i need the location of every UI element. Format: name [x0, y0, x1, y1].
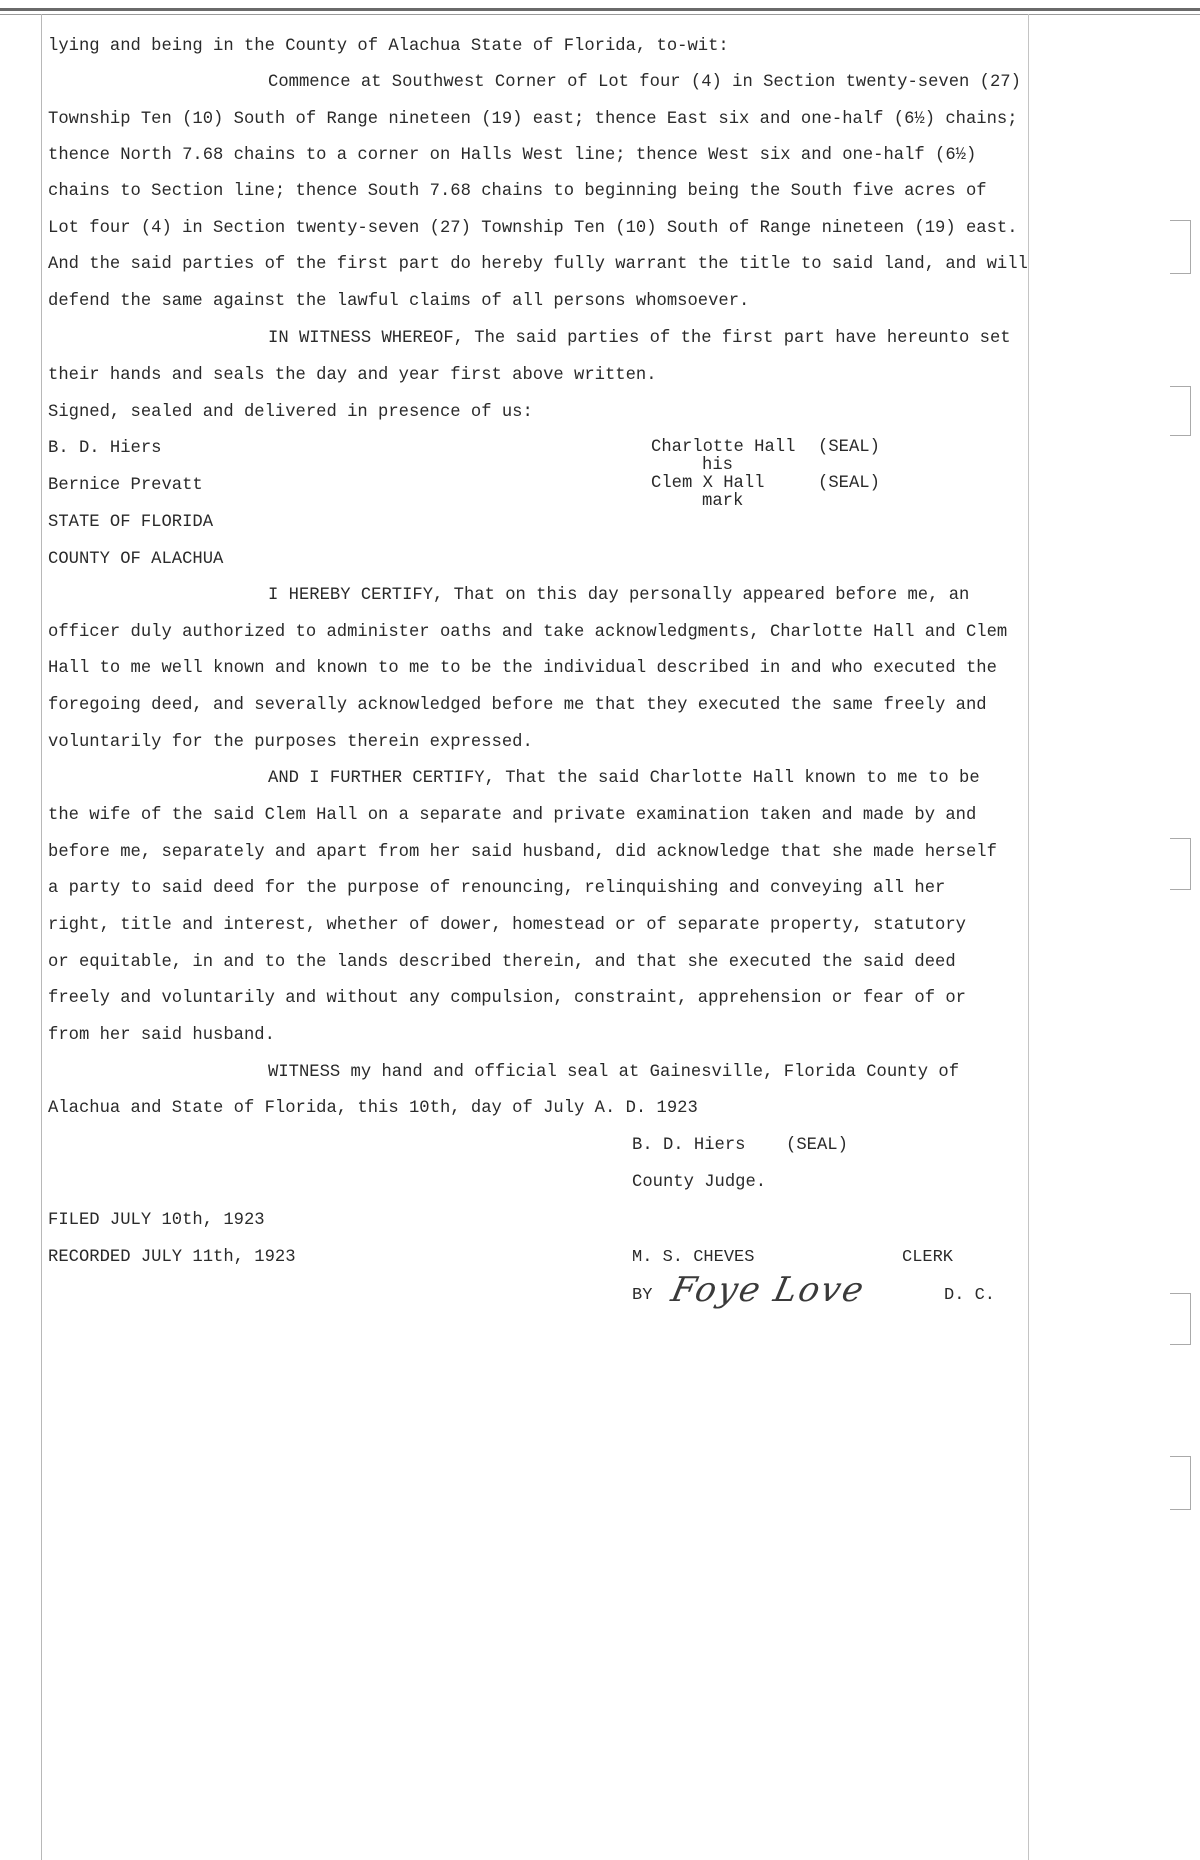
certificate-line: I HEREBY CERTIFY, That on this day personally appeared before me, an — [268, 586, 970, 605]
binding-mark — [1170, 220, 1191, 274]
deputy-clerk-handwritten-signature: Foye Love — [667, 1270, 869, 1310]
body-line: Signed, sealed and delivered in presence of us: — [48, 403, 533, 422]
witness-name: Bernice Prevatt — [48, 476, 203, 495]
certificate-line: WITNESS my hand and official seal at Gainesville, Florida County of — [268, 1063, 960, 1082]
mark-label: mark — [702, 492, 744, 511]
binding-mark — [1170, 1293, 1191, 1345]
body-line: IN WITNESS WHEREOF, The said parties of the first part have hereunto set — [268, 329, 1011, 348]
certificate-line: officer duly authorized to administer oaths and take acknowledgments, Charlotte Hall and Clem — [48, 623, 1008, 642]
certificate-line: a party to said deed for the purpose of renouncing, relinquishing and conveying all her — [48, 879, 946, 898]
certificate-line: the wife of the said Clem Hall on a separate and private examination taken and made by and — [48, 806, 977, 825]
judge-seal-label: (SEAL) — [786, 1136, 848, 1155]
top-border-rule — [0, 8, 1200, 11]
venue-county: COUNTY OF ALACHUA — [48, 550, 224, 569]
grantor-signature: Clem X Hall — [651, 474, 765, 493]
judge-name: B. D. Hiers — [632, 1136, 746, 1155]
body-line: their hands and seals the day and year first above written. — [48, 366, 657, 385]
by-label: BY — [632, 1286, 653, 1305]
left-margin-rule — [41, 14, 42, 1860]
body-line: Lot four (4) in Section twenty-seven (27) Township Ten (10) South of Range nineteen (19) east. — [48, 219, 1018, 238]
body-line: thence North 7.68 chains to a corner on Halls West line; thence West six and one-half (6½) — [48, 146, 977, 165]
certificate-line: before me, separately and apart from her said husband, did acknowledge that she made herself — [48, 843, 997, 862]
grantor-signature: Charlotte Hall — [651, 438, 796, 457]
judge-title: County Judge. — [632, 1173, 767, 1192]
certificate-line: right, title and interest, whether of dower, homestead or of separate property, statutory — [48, 916, 966, 935]
his-label: his — [702, 456, 733, 475]
certificate-line: foregoing deed, and severally acknowledged before me that they executed the same freely and — [48, 696, 987, 715]
binding-mark — [1170, 386, 1191, 436]
body-line: lying and being in the County of Alachua State of Florida, to-wit: — [48, 37, 729, 56]
certificate-line: from her said husband. — [48, 1026, 275, 1045]
right-margin-rule — [1028, 14, 1029, 1860]
certificate-line: freely and voluntarily and without any compulsion, constraint, apprehension or fear of or — [48, 989, 966, 1008]
certificate-line: Hall to me well known and known to me to be the individual described in and who executed the — [48, 659, 997, 678]
seal-label: (SEAL) — [818, 438, 880, 457]
filed-date: FILED JULY 10th, 1923 — [48, 1211, 265, 1230]
deputy-clerk-label: D. C. — [944, 1286, 996, 1305]
certificate-line: or equitable, in and to the lands described therein, and that she executed the said deed — [48, 953, 956, 972]
body-line: And the said parties of the first part do hereby fully warrant the title to said land, and will — [48, 255, 1028, 274]
body-line: Commence at Southwest Corner of Lot four (4) in Section twenty-seven (27) — [268, 73, 1021, 92]
seal-label: (SEAL) — [818, 474, 880, 493]
clerk-name: M. S. CHEVES — [632, 1248, 755, 1267]
witness-name: B. D. Hiers — [48, 439, 162, 458]
clerk-title: CLERK — [902, 1248, 954, 1267]
recorded-date: RECORDED JULY 11th, 1923 — [48, 1248, 296, 1267]
body-line: defend the same against the lawful claims of all persons whomsoever. — [48, 292, 750, 311]
binding-mark — [1170, 838, 1191, 890]
body-line: chains to Section line; thence South 7.68 chains to beginning being the South five acres of — [48, 182, 987, 201]
certificate-line: Alachua and State of Florida, this 10th, day of July A. D. 1923 — [48, 1099, 698, 1118]
top-border-rule-thin — [0, 14, 1200, 15]
venue-state: STATE OF FLORIDA — [48, 513, 214, 532]
body-line: Township Ten (10) South of Range nineteen (19) east; thence East six and one-half (6½) chains; — [48, 110, 1018, 129]
certificate-line: voluntarily for the purposes therein expressed. — [48, 733, 533, 752]
binding-mark — [1170, 1456, 1191, 1510]
certificate-line: AND I FURTHER CERTIFY, That the said Charlotte Hall known to me to be — [268, 769, 980, 788]
